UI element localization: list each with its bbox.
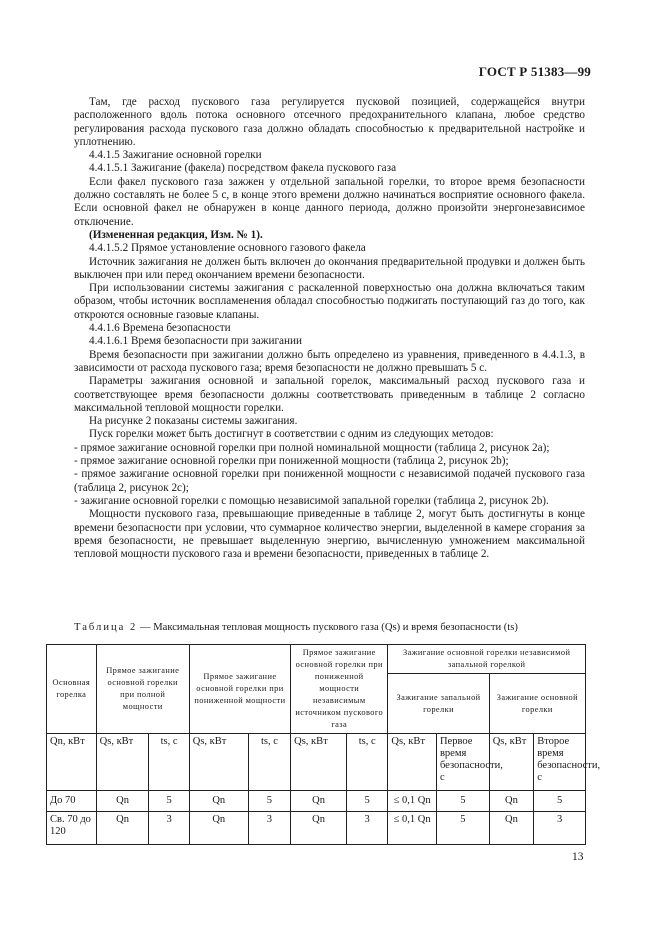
paragraph: Пуск горелки может быть достигнут в соответствии с одним из следующих методов: (89, 428, 494, 441)
amendment-note: (Измененная редакция, Изм. № 1). (89, 228, 263, 241)
list-item: - зажигание основной горелки с помощью независимой запальной горелки (таблица 2, рисунок 2b). (74, 494, 549, 507)
clause-heading: 4.4.1.6.1 Время безопасности при зажигании (89, 335, 302, 348)
table-cell: 5 (149, 791, 189, 812)
clause-heading: 4.4.1.5.2 Прямое установление основного газового факела (89, 242, 366, 255)
table-cell: 3 (149, 812, 189, 845)
paragraph: Параметры зажигания основной и запальной горелок, максимальный расход пускового газа и соответствующее время безопасности должны соответствовать приведенным в таблице 2 согласно максимальной тепловой мощности горелки. (74, 375, 585, 414)
paragraph: Если факел пускового газа зажжен у отдельной запальной горелки, то второе время безопасности должно составлять не более 5 с, в конце этого времени должно начинаться восприятие основного факела. Если основной факел не обнаружен в конце данного периода, должно произойти энергонезависимое отключение. (74, 175, 585, 228)
paragraph: Там, где расход пускового газа регулируется пусковой позицией, содержащейся внутри расположенного вдоль потока основного отсечного предохранительного клапана, любое средство регулирования расхода пускового газа должно обладать способностью к предварительной настройке и уплотнению. (74, 96, 585, 148)
unit-cell: ts, с (248, 734, 290, 791)
table-cell: Qn (189, 791, 248, 812)
table-cell: Qn (489, 812, 533, 845)
clause-heading: 4.4.1.5 Зажигание основной горелки (89, 149, 262, 162)
unit-cell: Qn, кВт (47, 734, 97, 791)
table-row (47, 791, 586, 812)
clause-heading: 4.4.1.5.1 Зажигание (факела) посредством факела пускового газа (89, 162, 397, 175)
paragraph: Мощности пускового газа, превышающие приведенные в таблице 2, могут быть достигнуты в конце времени безопасности при условии, что суммарное количество энергии, выделенной в камере сгорания за время безопасности, не превышает выделенную энергию, вычисленную умножением максимальной тепловой мощности пускового газа и времени безопасности, приведенных в таблице 2. (74, 508, 585, 561)
unit-cell: Qs, кВт (291, 734, 347, 791)
list-item: - прямое зажигание основной горелки при полной номинальной мощности (таблица 2, рисунок 2а); (74, 441, 550, 454)
header-main-burner: Основная горелка (47, 645, 97, 734)
unit-cell: ts, с (346, 734, 387, 791)
unit-cell: ts, с (149, 734, 189, 791)
table-cell: 5 (436, 812, 489, 845)
table-caption-text: — Максимальная тепловая мощность пускового газа (Qs) и время безопасности (ts) (137, 622, 518, 633)
paragraph: На рисунке 2 показаны системы зажигания. (89, 415, 298, 428)
unit-cell: Qs, кВт (388, 734, 437, 791)
safety-time-table (46, 644, 601, 845)
unit-cell: Второе время безопасности, с (534, 734, 586, 791)
unit-cell: Qs, кВт (96, 734, 149, 791)
header-independent-supply: Прямое зажигание основной горелки при пониженной мощности независимым источником пускового газа (291, 645, 388, 734)
paragraph: Источник зажигания не должен быть включен до окончания предварительной продувки и должен быть выключен при или перед окончанием времени безопасности. (74, 255, 585, 281)
table-cell: 3 (248, 812, 290, 845)
page-number: 13 (572, 851, 584, 863)
table-caption (74, 621, 594, 634)
header-main-ignition: Зажигание основной горелки (489, 674, 585, 734)
body-text (74, 96, 585, 561)
table-cell: Qn (489, 791, 533, 812)
clause-heading: 4.4.1.6 Времена безопасности (89, 322, 231, 335)
unit-cell: Первое время безопасности, с (436, 734, 489, 791)
table-cell: Св. 70 до 120 (47, 812, 97, 845)
table-cell: 3 (346, 812, 387, 845)
units-row (47, 734, 586, 791)
table-cell: Qn (96, 791, 149, 812)
header-reduced-power: Прямое зажигание основной горелки при пониженной мощности (189, 645, 290, 734)
list-item: - прямое зажигание основной горелки при пониженной мощности (таблица 2, рисунок 2b); (74, 455, 509, 468)
table-row (47, 812, 586, 845)
paragraph: При использовании системы зажигания с раскаленной поверхностью она должна включаться таким образом, чтобы источник воспламенения обладал способностью поджигать поступающий газ до того, как откроются основные газовые клапаны. (74, 282, 585, 321)
table-cell: 5 (346, 791, 387, 812)
list-item: - прямое зажигание основной горелки при пониженной мощности с независимой подачей пускового газа (таблица 2, рисунок 2с); (74, 468, 585, 494)
table-caption-label: Таблица 2 (74, 622, 138, 633)
unit-cell: Qs, кВт (489, 734, 533, 791)
table-cell: 5 (248, 791, 290, 812)
unit-cell: Qs, кВт (189, 734, 248, 791)
paragraph: Время безопасности при зажигании должно быть определено из уравнения, приведенного в 4.4.1.3, в зависимости от расхода пускового газа; время безопасности не должно превышать 5 с. (74, 348, 585, 374)
table-cell: Qn (189, 812, 248, 845)
table-cell: 5 (534, 791, 586, 812)
table-cell: Qn (291, 812, 347, 845)
header-pilot-group: Зажигание основной горелки независимой запальной горелкой (388, 645, 586, 674)
table-cell: Qn (291, 791, 347, 812)
standard-designation: ГОСТ Р 51383—99 (478, 64, 591, 79)
table-cell: 5 (436, 791, 489, 812)
header-full-power: Прямое зажигание основной горелки при полной мощности (96, 645, 189, 734)
table-cell: ≤ 0,1 Qn (388, 812, 437, 845)
table-cell: 3 (534, 812, 586, 845)
table-cell: До 70 (47, 791, 97, 812)
header-row (47, 645, 586, 674)
table-cell: Qn (96, 812, 149, 845)
table-cell: ≤ 0,1 Qn (388, 791, 437, 812)
header-pilot-ignition: Зажигание запальной горелки (388, 674, 489, 734)
